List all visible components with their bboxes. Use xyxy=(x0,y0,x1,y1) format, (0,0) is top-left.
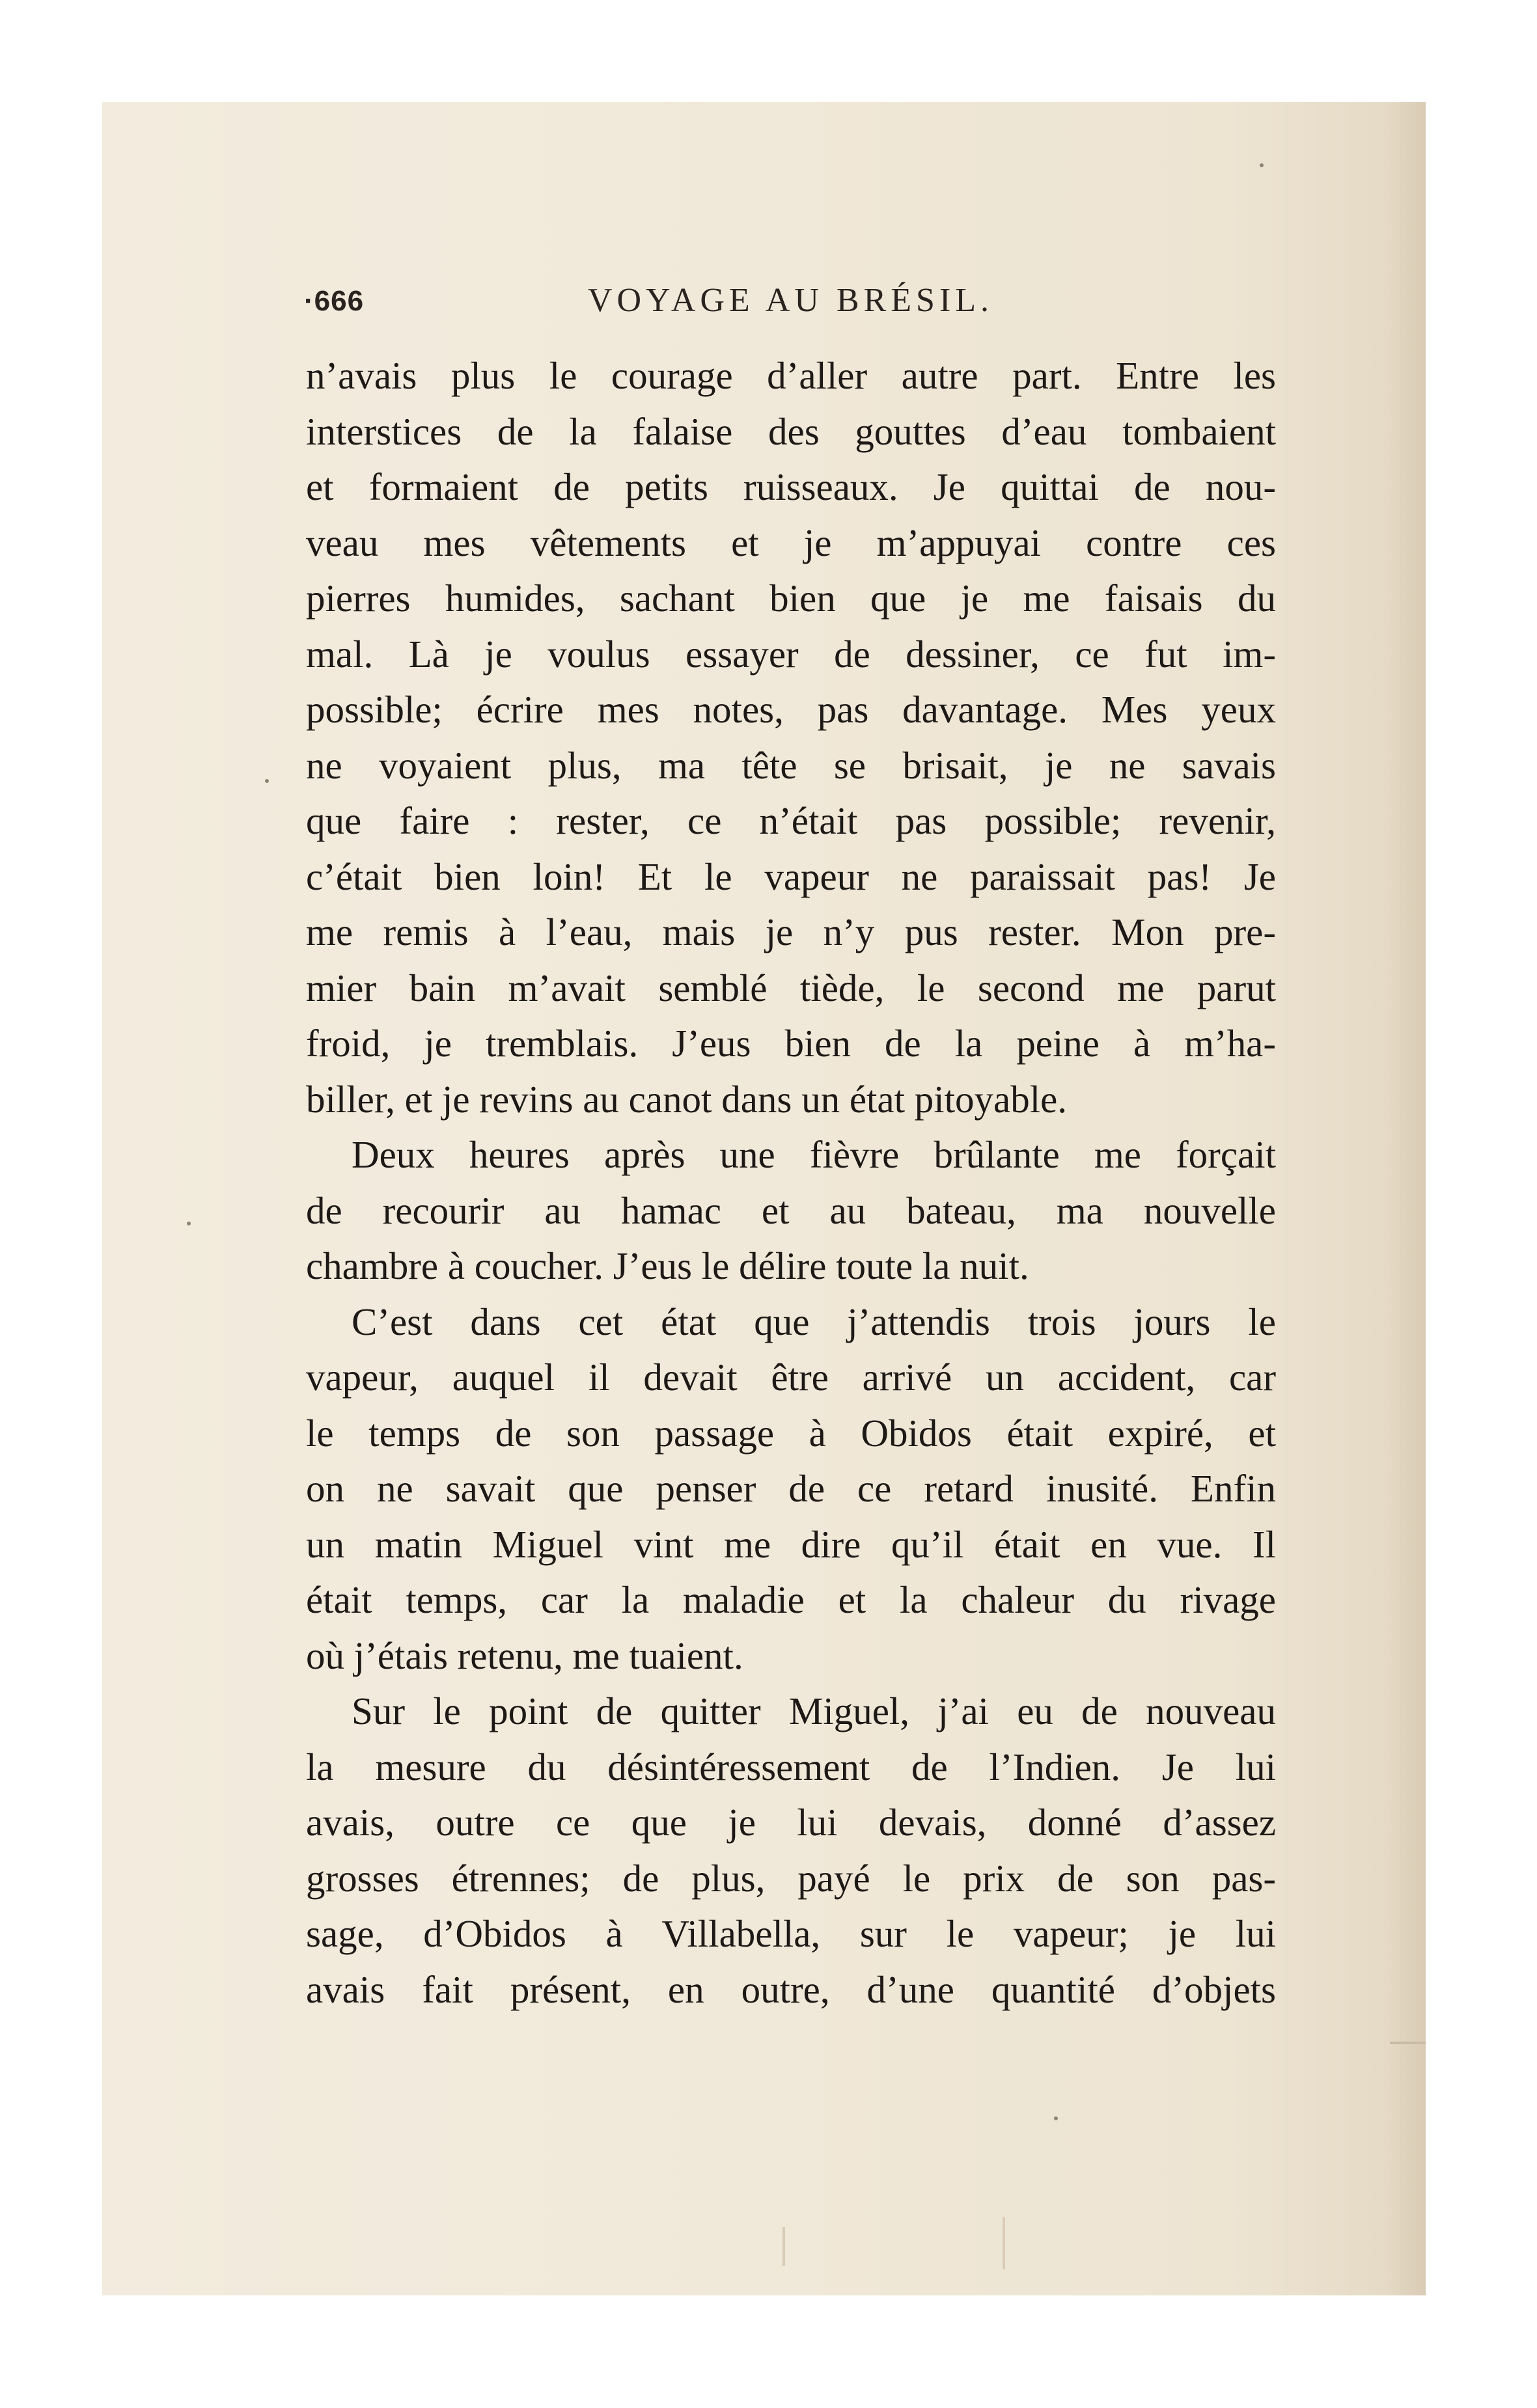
text-line: c’était bien loin! Et le vapeur ne paraissait pas! Je xyxy=(306,855,1276,898)
text-line: de recourir au hamac et au bateau, ma nouvelle xyxy=(306,1188,1276,1232)
text-line: grosses étrennes; de plus, payé le prix de son pas- xyxy=(306,1856,1276,1900)
text-line: C’est dans cet état que j’attendis trois jours le xyxy=(352,1300,1276,1343)
text-line: pierres humides, sachant bien que je me faisais du xyxy=(306,577,1276,620)
text-line: était temps, car la maladie et la chaleur du rivage xyxy=(306,1578,1276,1621)
text-line: où j’étais retenu, me tuaient. xyxy=(306,1634,743,1677)
text-line: mier bain m’avait semblé tiède, le second me parut xyxy=(306,966,1276,1009)
scan-artifact xyxy=(782,2227,785,2266)
text-line: n’avais plus le courage d’aller autre part. Entre les xyxy=(306,354,1276,397)
text-line: me remis à l’eau, mais je n’y pus rester. Mon pre- xyxy=(306,910,1276,953)
text-line: interstices de la falaise des gouttes d’eau tombaient xyxy=(306,409,1276,453)
text-line: biller, et je revins au canot dans un état pitoyable. xyxy=(306,1077,1068,1121)
text-line: on ne savait que penser de ce retard inusité. Enfin xyxy=(306,1467,1276,1510)
scan-speck xyxy=(1054,2116,1058,2120)
text-line: sage, d’Obidos à Villabella, sur le vapeur; je lui xyxy=(306,1912,1276,1955)
text-line: vapeur, auquel il devait être arrivé un accident, car xyxy=(306,1356,1276,1399)
text-line: veau mes vêtements et je m’appuyai contre ces xyxy=(306,521,1276,564)
text-line: chambre à coucher. J’eus le délire toute la nuit. xyxy=(306,1244,1029,1287)
text-line: que faire : rester, ce n’était pas possible; revenir, xyxy=(306,799,1276,842)
text-line: et formaient de petits ruisseaux. Je quittai de nou- xyxy=(306,465,1276,508)
text-line: Sur le point de quitter Miguel, j’ai eu de nouveau xyxy=(352,1690,1276,1732)
text-line: ne voyaient plus, ma tête se brisait, je ne savais xyxy=(306,743,1276,787)
scan-artifact xyxy=(1003,2217,1005,2269)
scan-speck xyxy=(187,1222,191,1225)
edge-mark xyxy=(1390,2042,1426,2044)
running-head: VOYAGE AU BRÉSIL. xyxy=(587,282,994,319)
text-line: un matin Miguel vint me dire qu’il était en vue. Il xyxy=(306,1522,1276,1566)
text-line: avais fait présent, en outre, d’une quantité d’objets xyxy=(306,1967,1276,2011)
page-header xyxy=(298,281,1284,327)
body-text xyxy=(306,348,1276,2018)
text-line: froid, je tremblais. J’eus bien de la peine à m’ha- xyxy=(306,1022,1276,1065)
scan-speck xyxy=(1260,163,1264,167)
scan-speck xyxy=(265,779,269,783)
text-line: avais, outre ce que je lui devais, donné d’assez xyxy=(306,1801,1276,1844)
page-edge-shadow xyxy=(1387,102,1426,2295)
page-number: ·666 xyxy=(304,285,365,317)
text-line: Deux heures après une fièvre brûlante me forçait xyxy=(352,1133,1276,1176)
text-line: le temps de son passage à Obidos était expiré, et xyxy=(306,1411,1276,1455)
text-line: la mesure du désintéressement de l’Indien. Je lui xyxy=(306,1745,1276,1788)
text-line: mal. Là je voulus essayer de dessiner, ce fut im- xyxy=(306,632,1276,676)
text-line: possible; écrire mes notes, pas davantage. Mes yeux xyxy=(306,688,1276,731)
